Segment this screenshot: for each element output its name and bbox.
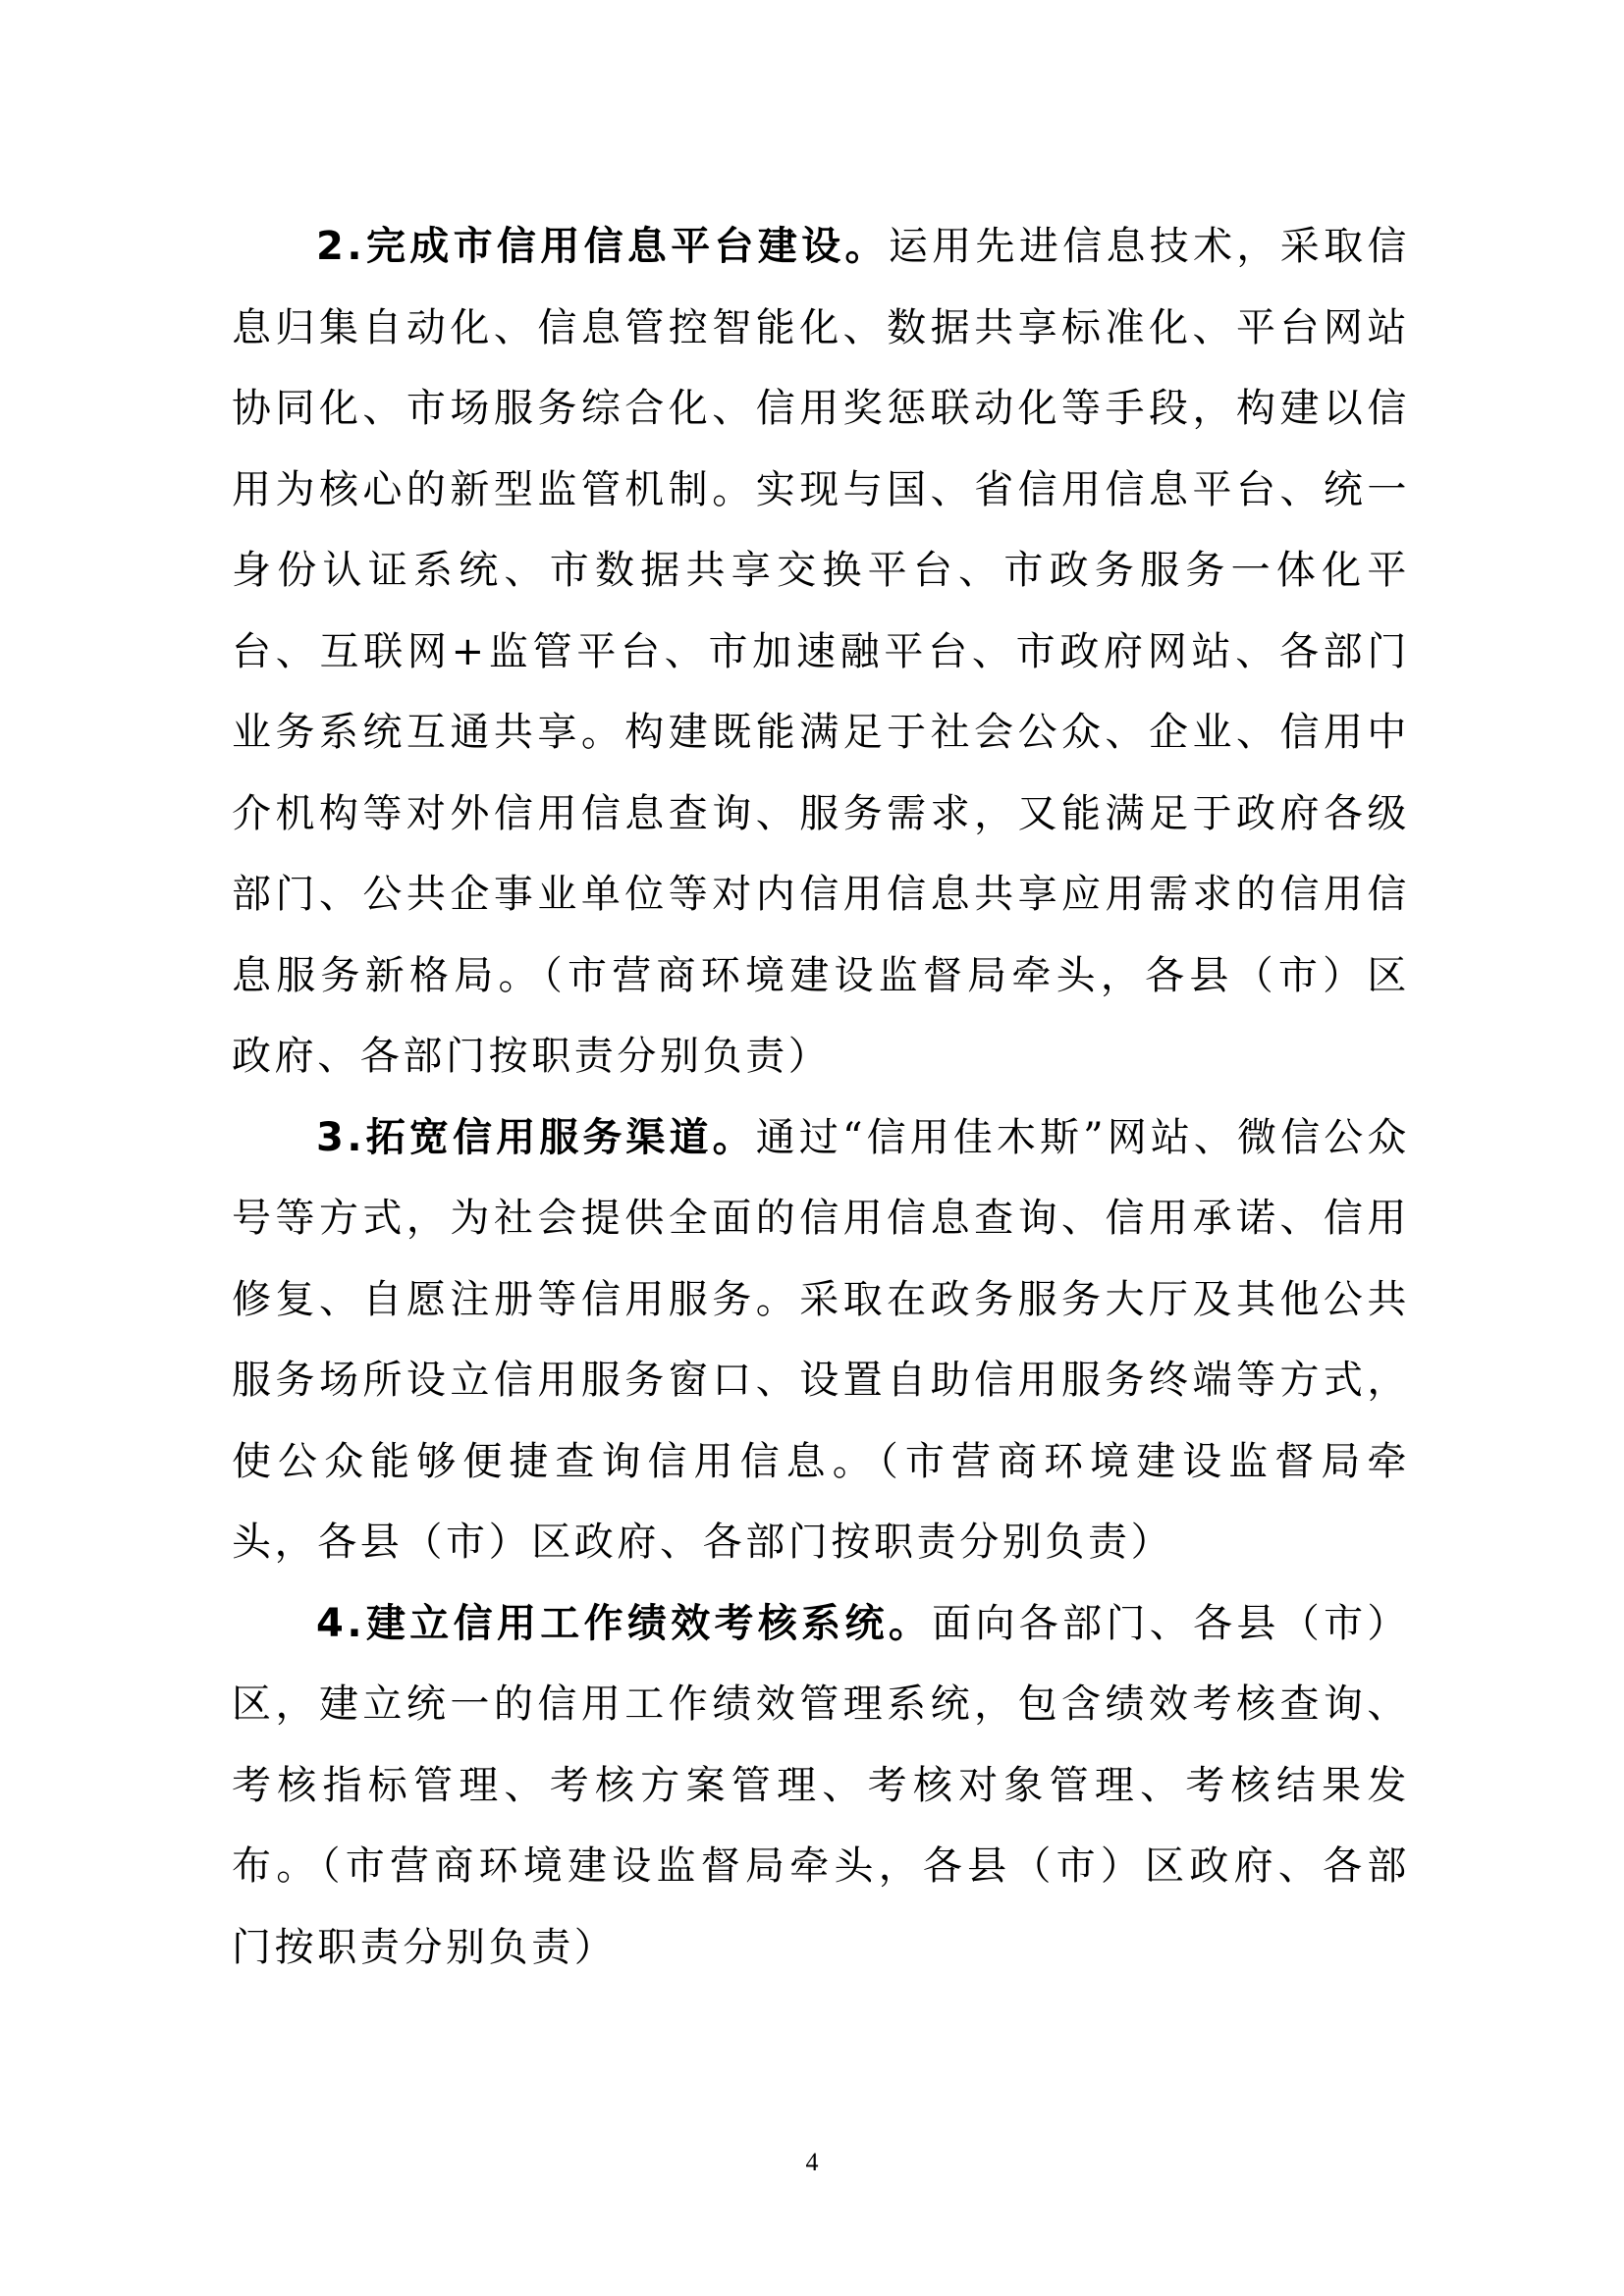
paragraph-heading: 3.拓宽信用服务渠道。: [316, 1114, 756, 1160]
paragraph-heading: 2.完成市信用信息平台建设。: [316, 224, 889, 269]
paragraph-text: 通过“信用佳木斯”网站、微信公众号等方式，为社会提供全面的信用信息查询、信用承诺、信用修复、自愿注册等信用服务。采取在政务服务大厅及其他公共服务场所设立信用服务窗口、设置自助信用服务终端等方式，使公众能够便捷查询信用信息。（市营商环境建设监督局牵头，各县（市）区政府、各部门按职责分别负责）: [232, 1114, 1410, 1565]
paragraph-heading: 4.建立信用工作绩效考核系统。: [316, 1600, 933, 1646]
paragraph-text: 面向各部门、各县（市）区，建立统一的信用工作绩效管理系统，包含绩效考核查询、考核指标管理、考核方案管理、考核对象管理、考核结果发布。（市营商环境建设监督局牵头，各县（市）区政府、各部门按职责分别负责）: [232, 1600, 1410, 1970]
paragraph-text: 运用先进信息技术，采取信息归集自动化、信息管控智能化、数据共享标准化、平台网站协同化、市场服务综合化、信用奖惩联动化等手段，构建以信用为核心的新型监管机制。实现与国、省信用信息平台、统一身份认证系统、市数据共享交换平台、市政务服务一体化平台、互联网+监管平台、市加速融平台、市政府网站、各部门业务系统互通共享。构建既能满足于社会公众、企业、信用中介机构等对外信用信息查询、服务需求，又能满足于政府各级部门、公共企事业单位等对内信用信息共享应用需求的信用信息服务新格局。（市营商环境建设监督局牵头，各县（市）区政府、各部门按职责分别负责）: [232, 224, 1410, 1079]
paragraph-service-channels: [232, 1097, 1410, 1583]
document-body: [232, 206, 1410, 1988]
paragraph-performance-system: [232, 1583, 1410, 1989]
page-number: 4: [805, 2148, 819, 2176]
paragraph-platform-construction: [232, 206, 1410, 1097]
